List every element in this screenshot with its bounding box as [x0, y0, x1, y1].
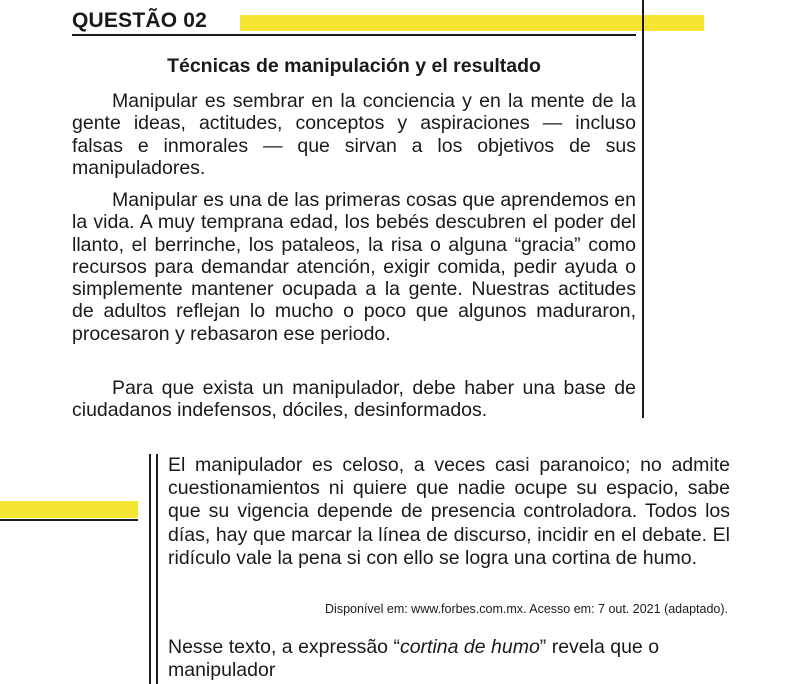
article-paragraph-1: Manipular es sembrar en la conciencia y en la mente de la gente ideas, actitudes, conceptos y aspiraciones — incluso falsas e inmorales — que sirvan a los objetivos de sus manipuladores. — [72, 90, 636, 179]
side-highlight-bar — [0, 501, 138, 518]
article-title: Técnicas de manipulación y el resultado — [167, 55, 541, 77]
article-paragraph-3: Para que exista un manipulador, debe haber una base de ciudadanos indefensos, dóciles, desinformados. — [72, 377, 636, 422]
question-stem — [168, 636, 730, 682]
column-divider-left-inner — [156, 454, 158, 684]
header-underline — [72, 34, 636, 36]
side-underline — [0, 519, 138, 521]
column-divider-right — [642, 0, 644, 418]
question-stem-highlight: cortina de humo — [399, 636, 540, 658]
article-paragraph-4: El manipulador es celoso, a veces casi paranoico; no admite cuestionamientos ni quiere que nadie ocupe su espacio, sabe que su vigencia depende de presencia controladora. Todos los días, hay que marcar la línea de discurso, incidir en el debate. El ridículo vale la pena si con ello se logra una cortina de humo. — [168, 454, 730, 569]
source-citation: Disponível em: www.forbes.com.mx. Acesso em: 7 out. 2021 (adaptado). — [325, 602, 728, 616]
question-stem-suffix: ” revela que o manipulador — [168, 636, 660, 682]
question-header — [72, 8, 636, 36]
question-number: QUESTÃO 02 — [72, 9, 208, 32]
header-highlight-fill — [240, 15, 704, 31]
column-divider-left-outer — [149, 454, 151, 684]
article-paragraph-2: Manipular es una de las primeras cosas que aprendemos en la vida. A muy temprana edad, los bebés descubren el poder del llanto, el berrinche, los pataleos, la risa o alguna “gracia” como recursos para demandar atención, exigir comida, pedir ayuda o simplemente mantener ocupada a la gente. Nuestras actitudes de adultos reflejan lo mucho o poco que algunos maduraron, procesaron y rebasaron ese periodo. — [72, 189, 636, 345]
header-highlight-bar — [240, 15, 704, 31]
question-stem-prefix: Nesse texto, a expressão “ — [168, 636, 400, 658]
side-highlight-fill — [0, 501, 138, 518]
